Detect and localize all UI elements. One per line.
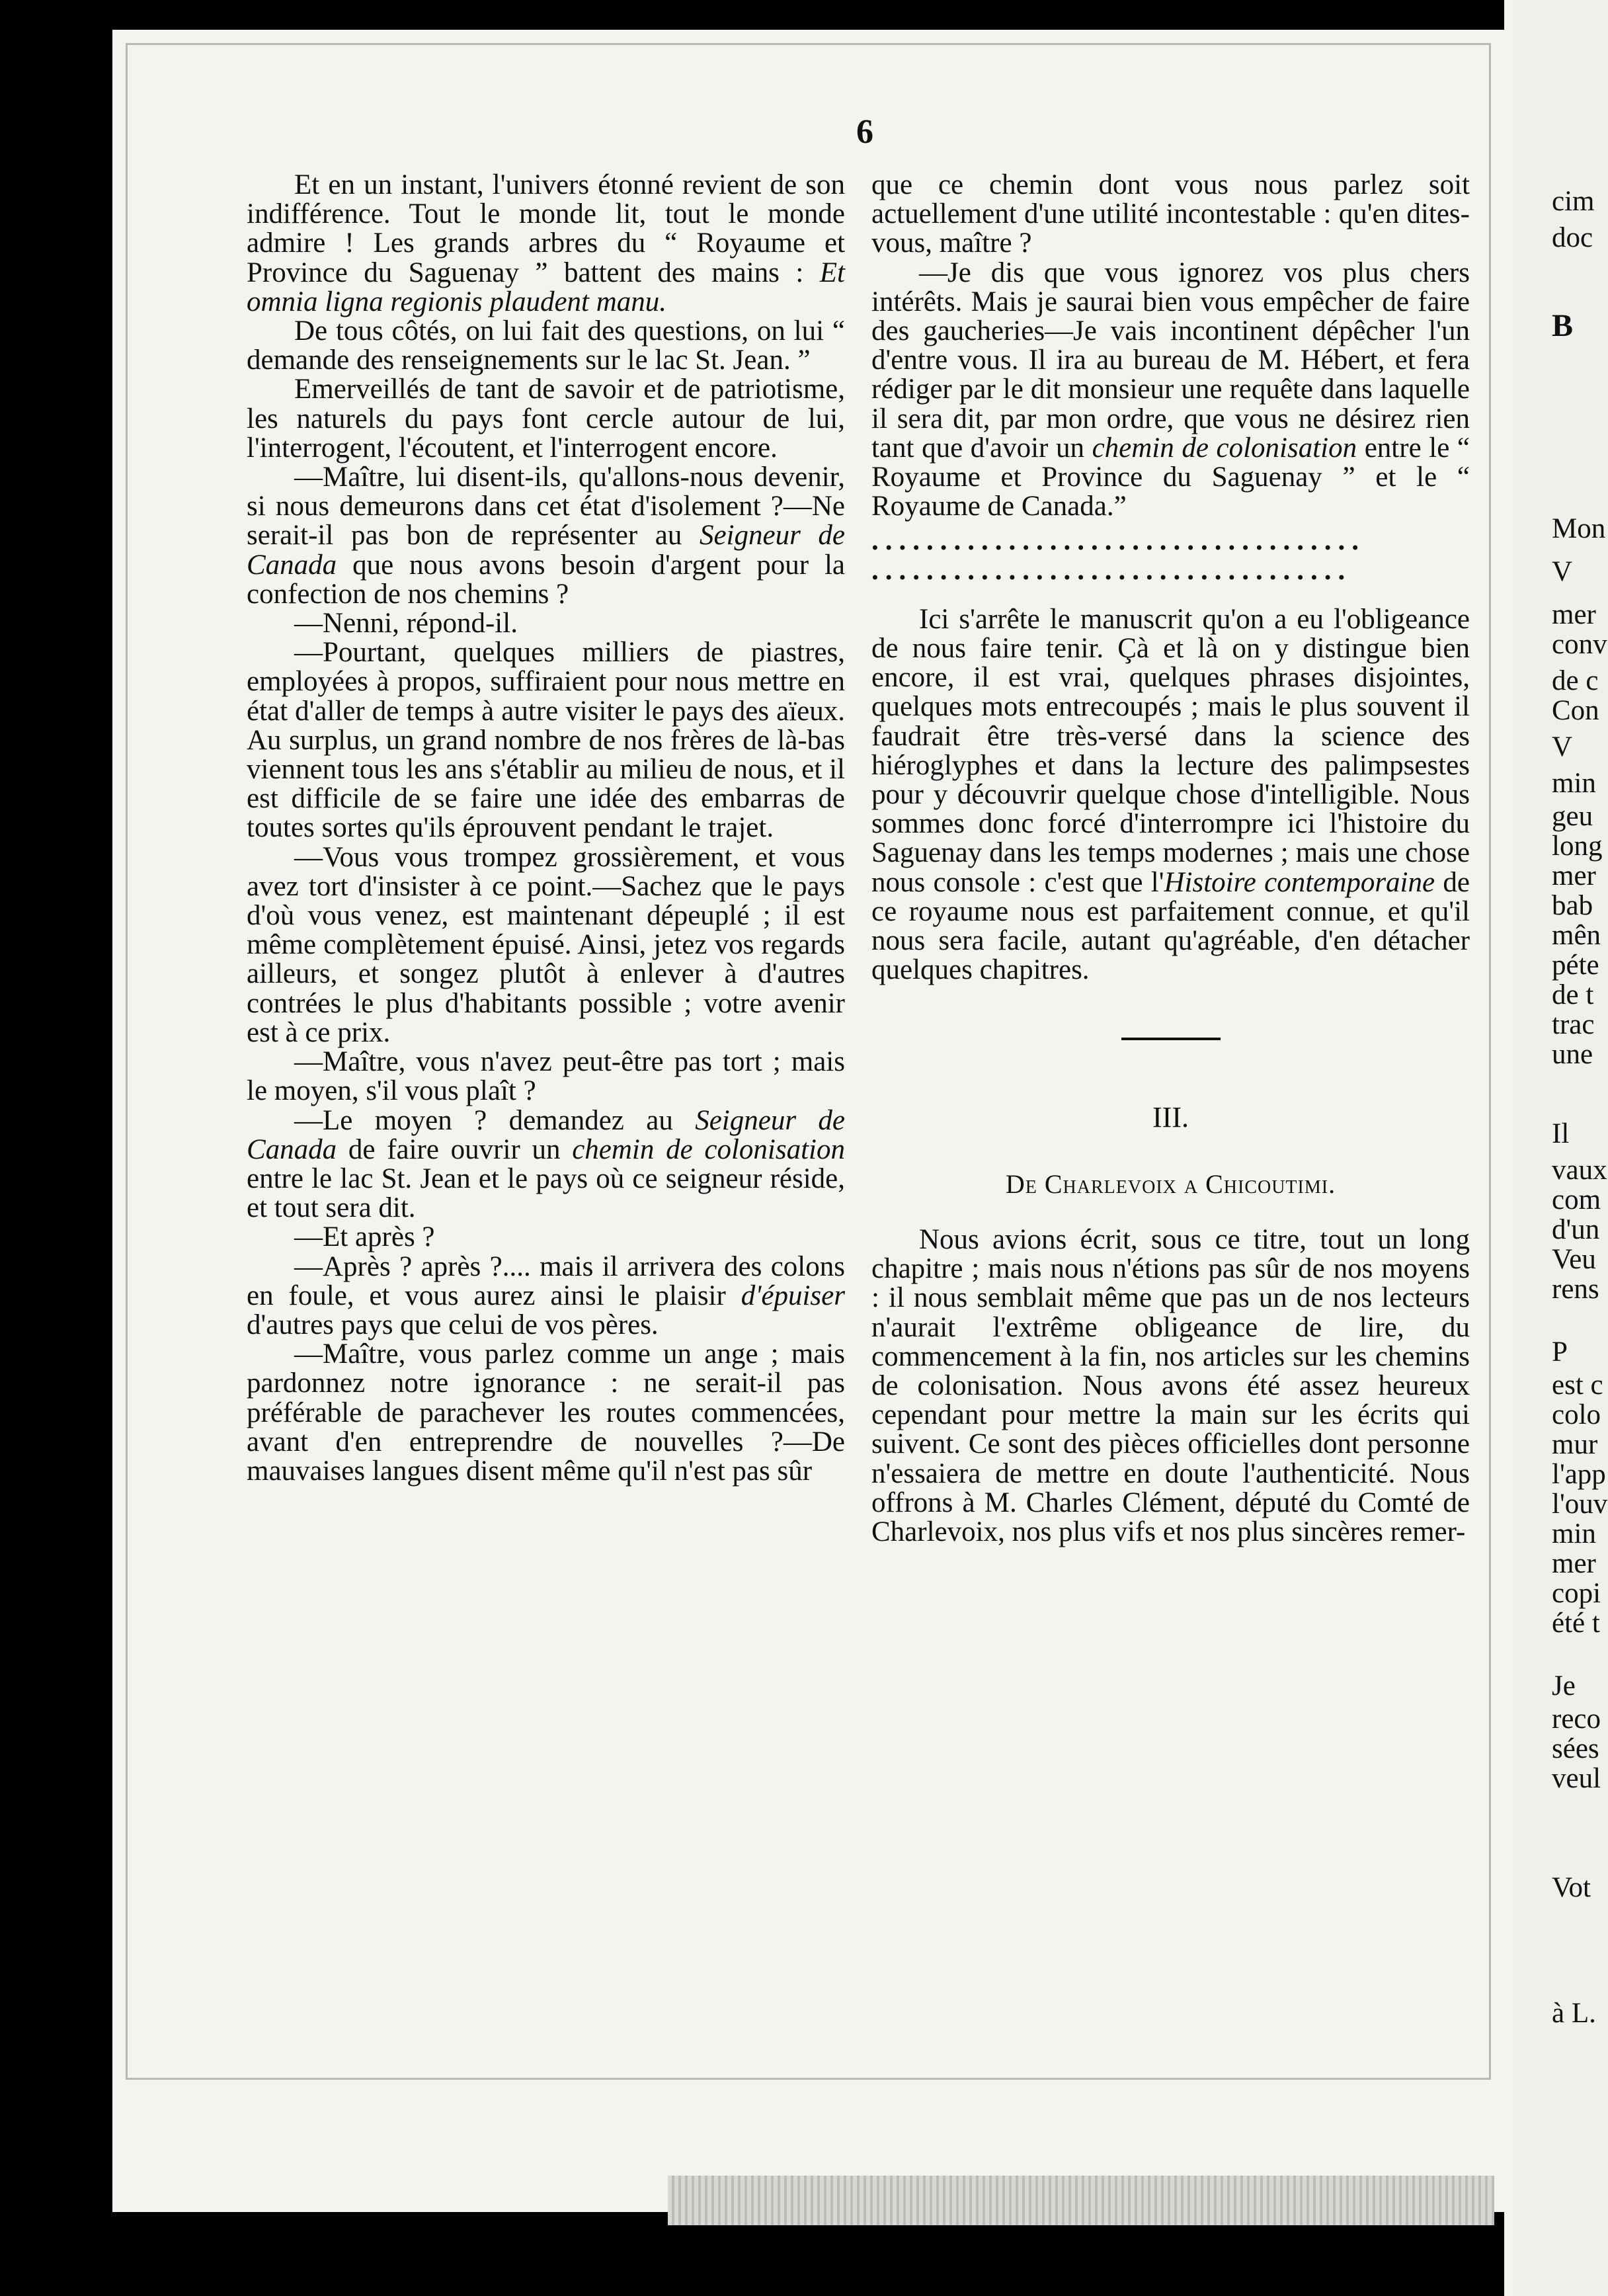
emphasis-text: d'épuiser (741, 1280, 845, 1311)
adjacent-page-text: reco (1552, 1703, 1601, 1735)
adjacent-page-text: trac (1552, 1009, 1595, 1040)
page-number: 6 (856, 113, 873, 151)
paragraph (871, 605, 1470, 985)
adjacent-page-text: de c (1552, 665, 1599, 696)
left-column (247, 171, 845, 1486)
adjacent-page-text: cim (1552, 186, 1595, 217)
adjacent-page-text: com (1552, 1184, 1601, 1215)
paragraph (247, 843, 845, 1047)
adjacent-page-text: long (1552, 831, 1603, 862)
adjacent-page-text: est c (1552, 1370, 1603, 1401)
adjacent-page-text: geu (1552, 801, 1593, 832)
adjacent-page-text: mên (1552, 920, 1601, 951)
adjacent-page-text: péte (1552, 950, 1599, 981)
emphasis-text: chemin de colonisation (572, 1133, 845, 1165)
adjacent-page-text: d'un (1552, 1214, 1600, 1245)
paragraph (871, 171, 1470, 259)
paragraph-text: —Maître, vous parlez comme un ange ; mais pardonnez notre ignorance : ne serait-il pas préférable de parachever les routes commencées, avant d'en entreprendre de nouvelles ?—De mauvaises langues disent même qu'il n'est pas sûr (247, 1338, 845, 1487)
paragraph (247, 609, 845, 638)
adjacent-page-text: P (1552, 1336, 1568, 1368)
right-column (871, 171, 1470, 1547)
paragraph-text: —Vous vous trompez grossièrement, et vous avez tort d'insister à ce point.—Sachez que le pays d'où vous venez, est maintenant dépeuplé ; il est même complètement épuisé. Ainsi, jetez vos regards ailleurs, et songez plutôt à enlever à d'autres contrées le plus d'habitants possible ; votre avenir est à ce prix. (247, 841, 845, 1048)
paragraph (247, 1047, 845, 1106)
paragraph-text: —Nenni, répond-il. (294, 608, 518, 639)
paragraph (247, 1252, 845, 1340)
section-divider (1121, 1038, 1221, 1040)
paragraph-text: entre le lac St. Jean et le pays où ce seigneur réside, et tout sera dit. (247, 1163, 845, 1224)
adjacent-page-text: l'app (1552, 1459, 1606, 1490)
adjacent-page-text: min (1552, 1518, 1596, 1549)
adjacent-page-text: Mon (1552, 513, 1606, 544)
paragraph-text: de ce royaume nous est parfaitement connue, et qu'il nous sera facile, autant qu'agréable, d'en détacher quelques chapitres. (871, 866, 1470, 986)
emphasis-text: chemin de colonisation (1092, 432, 1357, 464)
emphasis-text: Et omnia ligna regionis plaudent manu. (247, 257, 845, 317)
adjacent-page-text: de t (1552, 979, 1594, 1010)
paragraph (247, 1340, 845, 1486)
adjacent-page-text: Je (1552, 1670, 1576, 1702)
adjacent-page-text: V (1552, 731, 1573, 762)
adjacent-page-text: l'ouv (1552, 1489, 1608, 1520)
adjacent-page-text: copi (1552, 1578, 1601, 1609)
paragraph-text: —Pourtant, quelques milliers de piastres, employées à propos, suffiraient pour nous mettre en état d'aller de temps à autre visiter le pays des aïeux. Au surplus, un grand nombre de nos frères de là-bas viennent tous les ans s'établir au milieu de nous, et il est difficile de se faire une idée des embarras de toutes sortes qu'ils éprouvent pendant le trajet. (247, 637, 845, 844)
paragraph-text: De tous côtés, on lui fait des questions, on lui “ demande des renseignements sur le lac St. Jean. ” (247, 315, 845, 376)
paragraph-text: —Et après ? (294, 1221, 435, 1253)
paragraph-text: Et en un instant, l'univers étonné revient de son indifférence. Tout le monde lit, tout le monde admire ! Les grands arbres du “ Royaume et Province du Saguenay ” battent des mains : (247, 169, 845, 288)
adjacent-page-text: conv (1552, 629, 1607, 660)
paragraph-text: —Après ? après ?.... mais il arrivera des colons en foule, et vous aurez ainsi le plaisir (247, 1250, 845, 1311)
paragraph-text: Ici s'arrête le manuscrit qu'on a eu l'obligeance de nous faire tenir. Çà et là on y distingue bien encore, il est vrai, quelques phrases disjointes, quelques mots entrecoupés ; mais le plus souvent il faudrait être très-versé dans la science des hiéroglyphes et dans la lecture des palimpsestes pour y découvrir quelque chose d'intelligible. Nous sommes donc forcé d'interrompre ici l'histoire du Saguenay dans les temps modernes ; mais une chose nous console : c'est que l' (871, 603, 1470, 898)
paragraph (247, 317, 845, 375)
adjacent-page-text: min (1552, 768, 1596, 799)
paragraph-text: que nous avons besoin d'argent pour la confection de nos chemins ? (247, 549, 845, 610)
adjacent-page-fragment (1513, 0, 1608, 2296)
paragraph (247, 171, 845, 317)
paragraph (247, 1223, 845, 1252)
paragraph (247, 638, 845, 842)
paragraph-text: —Maître, lui disent-ils, qu'allons-nous devenir, si nous demeurons dans cet état d'isolement ?—Ne serait-il pas bon de représenter au (247, 462, 845, 552)
adjacent-page-text: mer (1552, 1548, 1596, 1579)
adjacent-page-text: veul (1552, 1763, 1601, 1794)
emphasis-text: Seigneur de Canada (247, 1104, 846, 1165)
adjacent-page-text: Vot (1552, 1872, 1591, 1903)
paragraph-text: que ce chemin dont vous nous parlez soit actuellement d'une utilité incontestable : qu'en dites-vous, maître ? (871, 169, 1470, 259)
adjacent-page-text: une (1552, 1039, 1593, 1070)
adjacent-page-text: Veu (1552, 1244, 1596, 1275)
ellipsis-line-2: ................................... (871, 555, 1352, 585)
adjacent-page-text: bab (1552, 890, 1593, 921)
adjacent-page-text: Il (1552, 1118, 1570, 1149)
adjacent-page-text: doc (1552, 222, 1593, 253)
adjacent-page-text: mer (1552, 860, 1596, 891)
ellipsis-line-1: .................................... (871, 526, 1365, 556)
adjacent-page-text: sées (1552, 1733, 1599, 1764)
paragraph (247, 1106, 845, 1223)
bottom-paper-strip (668, 2176, 1494, 2225)
adjacent-page-text: colo (1552, 1399, 1601, 1430)
paragraph (871, 1225, 1470, 1547)
paragraph-text: —Le moyen ? demandez au (294, 1104, 696, 1136)
section-title: De Charlevoix a Chicoutimi. (1005, 1168, 1336, 1199)
paragraph-text: entre le “ Royaume et Province du Saguenay ” et le “ Royaume de Canada.” (871, 432, 1470, 522)
paragraph-text: —Je dis que vous ignorez vos plus chers intérêts. Mais je saurai bien vous empêcher de faire des gaucheries—Je vais incontinent dépêcher l'un d'entre vous. Il ira au bureau de M. Hébert, et fera rédiger par le dit monsieur une requête dans laquelle il sera dit, par mon ordre, que vous ne désirez rien tant que d'avoir un (871, 257, 1470, 464)
page-edge (1504, 0, 1513, 2296)
adjacent-page-text: mur (1552, 1429, 1598, 1460)
paragraph-text: —Maître, vous n'avez peut-être pas tort ; mais le moyen, s'il vous plaît ? (247, 1046, 845, 1107)
paragraph (247, 463, 845, 609)
adjacent-page-text: Con (1552, 695, 1599, 726)
paragraph-text: Nous avions écrit, sous ce titre, tout un long chapitre ; mais nous n'étions pas sûr de nos moyens : il nous semblait même que pas un de nos lecteurs n'aurait l'extrême obligeance de lire, du commencement à la fin, nos articles sur les chemins de colonisation. Nous avons été assez heureux cependant pour mettre la main sur les écrits qui suivent. Ce sont des pièces officielles dont personne n'essaiera de mettre en doute l'authenticité. Nous offrons à M. Charles Clément, député du Comté de Charlevoix, nos plus vifs et nos plus sincères remer- (871, 1223, 1470, 1547)
paragraph-text: de faire ouvrir un (337, 1133, 573, 1165)
adjacent-page-text: vaux (1552, 1155, 1607, 1186)
section-numeral: III. (1152, 1101, 1189, 1134)
paragraph (247, 375, 845, 463)
adjacent-page-text: rens (1552, 1274, 1599, 1305)
adjacent-page-text: V (1552, 556, 1573, 587)
adjacent-page-text: été t (1552, 1608, 1600, 1639)
paragraph-text: Emerveillés de tant de savoir et de patriotisme, les naturels du pays font cercle autour de lui, l'interrogent, l'écoutent, et l'interrogent encore. (247, 374, 845, 464)
paragraph-text: d'autres pays que celui de vos pères. (247, 1309, 659, 1340)
adjacent-page-text: mer (1552, 599, 1596, 630)
adjacent-page-text: B (1552, 308, 1574, 343)
adjacent-page-text: à L. (1552, 1998, 1596, 2029)
paragraph (871, 259, 1470, 522)
emphasis-text: Histoire contemporaine (1164, 866, 1435, 898)
emphasis-text: Seigneur de Canada (247, 520, 845, 581)
